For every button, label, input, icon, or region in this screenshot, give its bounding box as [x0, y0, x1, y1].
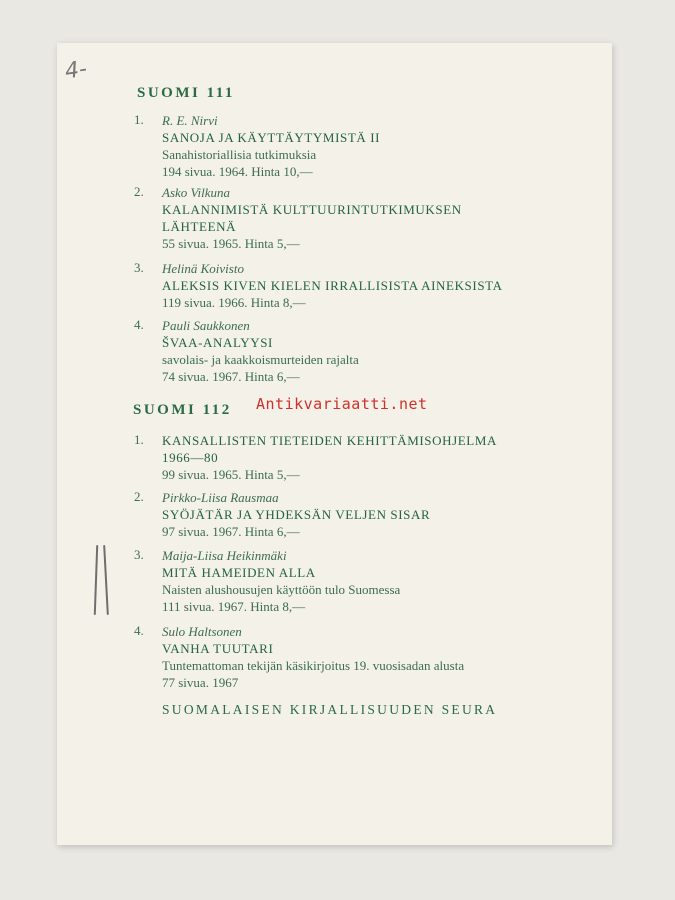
item-subtitle: Tuntemattoman tekijän käsikirjoitus 19. vuosisadan alusta	[162, 658, 465, 673]
item-author: R. E. Nirvi	[162, 113, 218, 128]
series-heading: SUOMI 112	[133, 402, 232, 418]
item-number: 3.	[134, 260, 144, 275]
watermark: Antikvariaatti.net	[256, 395, 428, 413]
item-title-continued: LÄHTEENÄ	[162, 219, 237, 234]
item-number: 2.	[134, 489, 144, 504]
item-author: Helinä Koivisto	[162, 261, 244, 276]
item-number: 2.	[134, 184, 144, 199]
item-subtitle: Naisten alushousujen käyttöön tulo Suomessa	[162, 582, 401, 597]
item-title: MITÄ HAMEIDEN ALLA	[162, 565, 316, 580]
item-title: KALANNIMISTÄ KULTTUURINTUTKIMUKSEN	[162, 202, 462, 217]
item-title: ALEKSIS KIVEN KIELEN IRRALLISISTA AINEKSISTA	[162, 278, 503, 293]
series-heading: SUOMI 111	[137, 85, 235, 101]
item-meta: 111 sivua. 1967. Hinta 8,—	[162, 599, 306, 614]
item-meta: 97 sivua. 1967. Hinta 6,—	[162, 524, 300, 539]
publisher-name: SUOMALAISEN KIRJALLISUUDEN SEURA	[162, 702, 498, 717]
item-title: SANOJA JA KÄYTTÄYTYMISTÄ II	[162, 130, 381, 145]
item-number: 4.	[134, 623, 144, 638]
item-number: 1.	[134, 112, 144, 127]
item-author: Maija-Liisa Heikinmäki	[162, 548, 287, 563]
pencil-margin-lines	[90, 545, 120, 615]
item-number: 1.	[134, 432, 144, 447]
item-title: VANHA TUUTARI	[162, 641, 274, 656]
item-title: SYÖJÄTÄR JA YHDEKSÄN VELJEN SISAR	[162, 507, 431, 522]
item-meta: 74 sivua. 1967. Hinta 6,—	[162, 369, 300, 384]
item-subtitle: Sanahistoriallisia tutkimuksia	[162, 147, 317, 162]
item-meta: 77 sivua. 1967	[162, 675, 239, 690]
item-subtitle: savolais- ja kaakkoismurteiden rajalta	[162, 352, 359, 367]
item-title: KANSALLISTEN TIETEIDEN KEHITTÄMISOHJELMA	[162, 433, 497, 448]
item-title: ŠVAA-ANALYYSI	[162, 335, 273, 350]
item-meta: 99 sivua. 1965. Hinta 5,—	[162, 467, 300, 482]
item-meta: 119 sivua. 1966. Hinta 8,—	[162, 295, 306, 310]
pencil-annotation: 4-	[63, 56, 89, 85]
item-meta: 194 sivua. 1964. Hinta 10,—	[162, 164, 313, 179]
item-author: Pirkko-Liisa Rausmaa	[162, 490, 279, 505]
item-author: Sulo Haltsonen	[162, 624, 242, 639]
item-number: 4.	[134, 317, 144, 332]
item-title-continued: 1966—80	[162, 450, 219, 465]
item-meta: 55 sivua. 1965. Hinta 5,—	[162, 236, 300, 251]
item-author: Pauli Saukkonen	[162, 318, 250, 333]
item-number: 3.	[134, 547, 144, 562]
item-author: Asko Vilkuna	[162, 185, 230, 200]
